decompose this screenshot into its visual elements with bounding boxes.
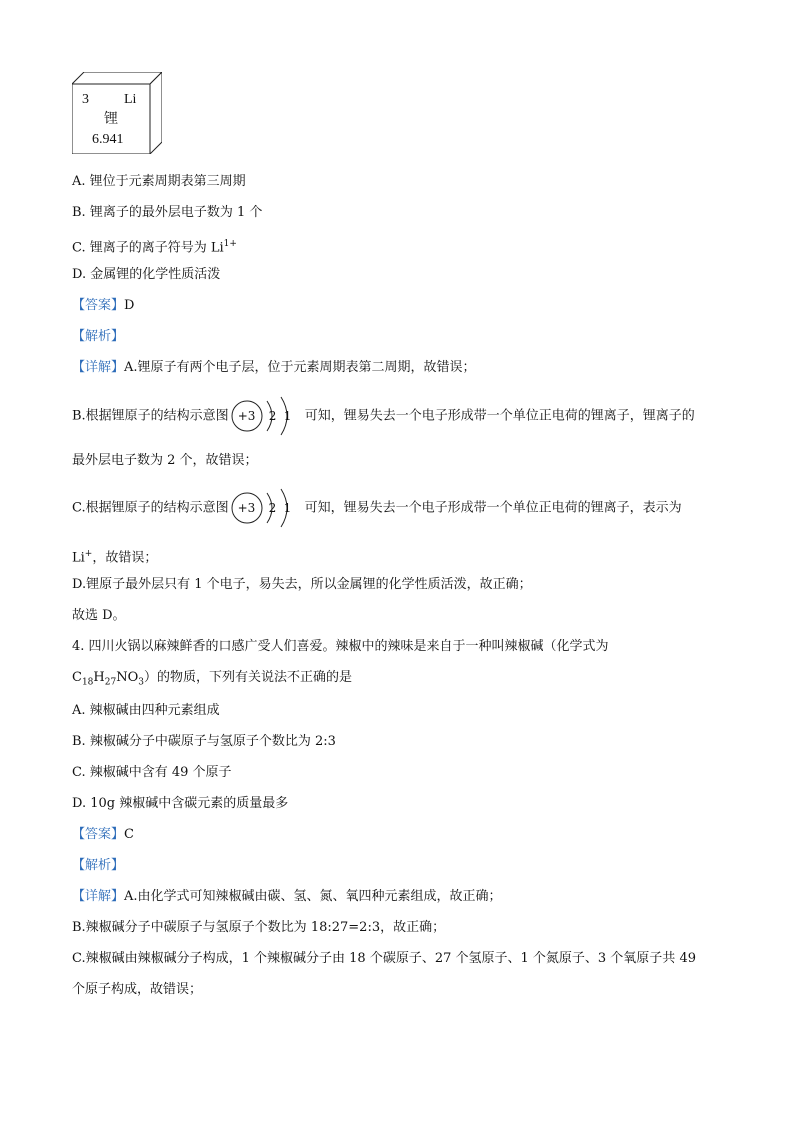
q3-option-c-text: C. 锂离子的离子符号为 Li (72, 240, 224, 256)
atomic-number: 3 (82, 92, 89, 107)
formula-h: H (93, 670, 105, 685)
shell-1-electrons: 2 (268, 409, 277, 423)
q4-answer (72, 826, 134, 844)
analysis-label: 【解析】 (72, 329, 125, 344)
detail-text: A.锂原子有两个电子层，位于元素周期表第二周期，故错误； (124, 360, 476, 375)
detail-label: 【详解】 (72, 889, 125, 904)
nucleus-charge: +3 (237, 501, 256, 515)
analysis-label: 【解析】 (72, 858, 125, 873)
nucleus-charge: +3 (237, 409, 256, 423)
shell-2-electrons: 1 (283, 409, 292, 423)
formula-no: NO (116, 670, 139, 685)
q3-option-c (72, 235, 237, 257)
q4-stem-cont (72, 669, 352, 692)
formula-c-count: 18 (81, 677, 94, 688)
atom-structure-diagram (231, 487, 303, 529)
answer-label: 【答案】 (72, 827, 125, 842)
formula-h-count: 27 (104, 677, 117, 688)
atomic-mass: 6.941 (92, 132, 124, 147)
q4-stem-rest: ）的物质，下列有关说法不正确的是 (143, 670, 352, 685)
ion-charge: + (84, 549, 93, 559)
answer-value: C (124, 827, 134, 842)
q4-option-d: D. 10g 辣椒碱中含碳元素的质量最多 (72, 796, 289, 811)
q3-detail-b (72, 395, 695, 437)
q3-option-c-charge: 1+ (223, 239, 237, 249)
detail-b-post: 可知，锂易失去一个电子形成带一个单位正电荷的锂离子，锂离子的 (304, 408, 695, 424)
detail-c-pre: C.根据锂原子的结构示意图 (72, 500, 229, 516)
element-name: 锂 (104, 112, 118, 127)
detail-text: A.由化学式可知辣椒碱由碳、氢、氮、氧四种元素组成，故正确； (124, 889, 502, 904)
detail-label: 【详解】 (72, 360, 125, 375)
q4-option-a: A. 辣椒碱由四种元素组成 (72, 703, 220, 718)
q3-option-b: B. 锂离子的最外层电子数为 1 个 (72, 205, 263, 220)
detail-c-post: 可知，锂易失去一个电子形成带一个单位正电荷的锂离子，表示为 (304, 500, 682, 516)
detail-c-rest: ，故错误； (92, 550, 158, 566)
q3-detail-c (72, 487, 682, 529)
formula-o-count: 3 (138, 677, 144, 688)
atom-structure-diagram (231, 395, 303, 437)
shell-1-electrons: 2 (268, 501, 277, 515)
q4-detail-c: C.辣椒碱由辣椒碱分子构成，1 个辣椒碱分子由 18 个碳原子、27 个氢原子、1 个氮原子、3 个氧原子共 49 (72, 951, 696, 966)
q3-detail-c-cont (72, 545, 157, 567)
q3-option-a: A. 锂位于元素周期表第三周期 (72, 174, 246, 189)
q3-conclusion: 故选 D。 (72, 608, 126, 623)
q4-option-b: B. 辣椒碱分子中碳原子与氢原子个数比为 2:3 (72, 734, 336, 749)
q4-detail-a (72, 888, 502, 906)
formula-c: C (72, 670, 82, 685)
ion-symbol: Li (72, 550, 85, 566)
q4-analysis-label (72, 857, 124, 875)
q4-detail-c-cont: 个原子构成，故错误； (72, 982, 203, 997)
q3-detail-b-cont: 最外层电子数为 2 个，故错误； (72, 453, 258, 468)
shell-2-electrons: 1 (283, 501, 292, 515)
element-symbol: Li (124, 92, 137, 107)
detail-b-pre: B.根据锂原子的结构示意图 (72, 408, 229, 424)
answer-label: 【答案】 (72, 298, 125, 313)
q3-answer (72, 297, 134, 315)
q4-stem: 4. 四川火锅以麻辣鲜香的口感广受人们喜爱。辣椒中的辣味是来自于一种叫辣椒碱（化学式为 (72, 639, 609, 654)
q3-option-d: D. 金属锂的化学性质活泼 (72, 267, 221, 282)
q3-detail-a (72, 359, 476, 377)
q4-option-c: C. 辣椒碱中含有 49 个原子 (72, 765, 232, 780)
answer-value: D (124, 298, 135, 313)
q3-detail-d: D.锂原子最外层只有 1 个电子，易失去，所以金属锂的化学性质活泼，故正确； (72, 577, 532, 592)
q4-detail-b: B.辣椒碱分子中碳原子与氢原子个数比为 18:27=2:3，故正确； (72, 920, 446, 935)
q3-analysis-label (72, 328, 124, 346)
element-card-lithium (72, 72, 162, 154)
